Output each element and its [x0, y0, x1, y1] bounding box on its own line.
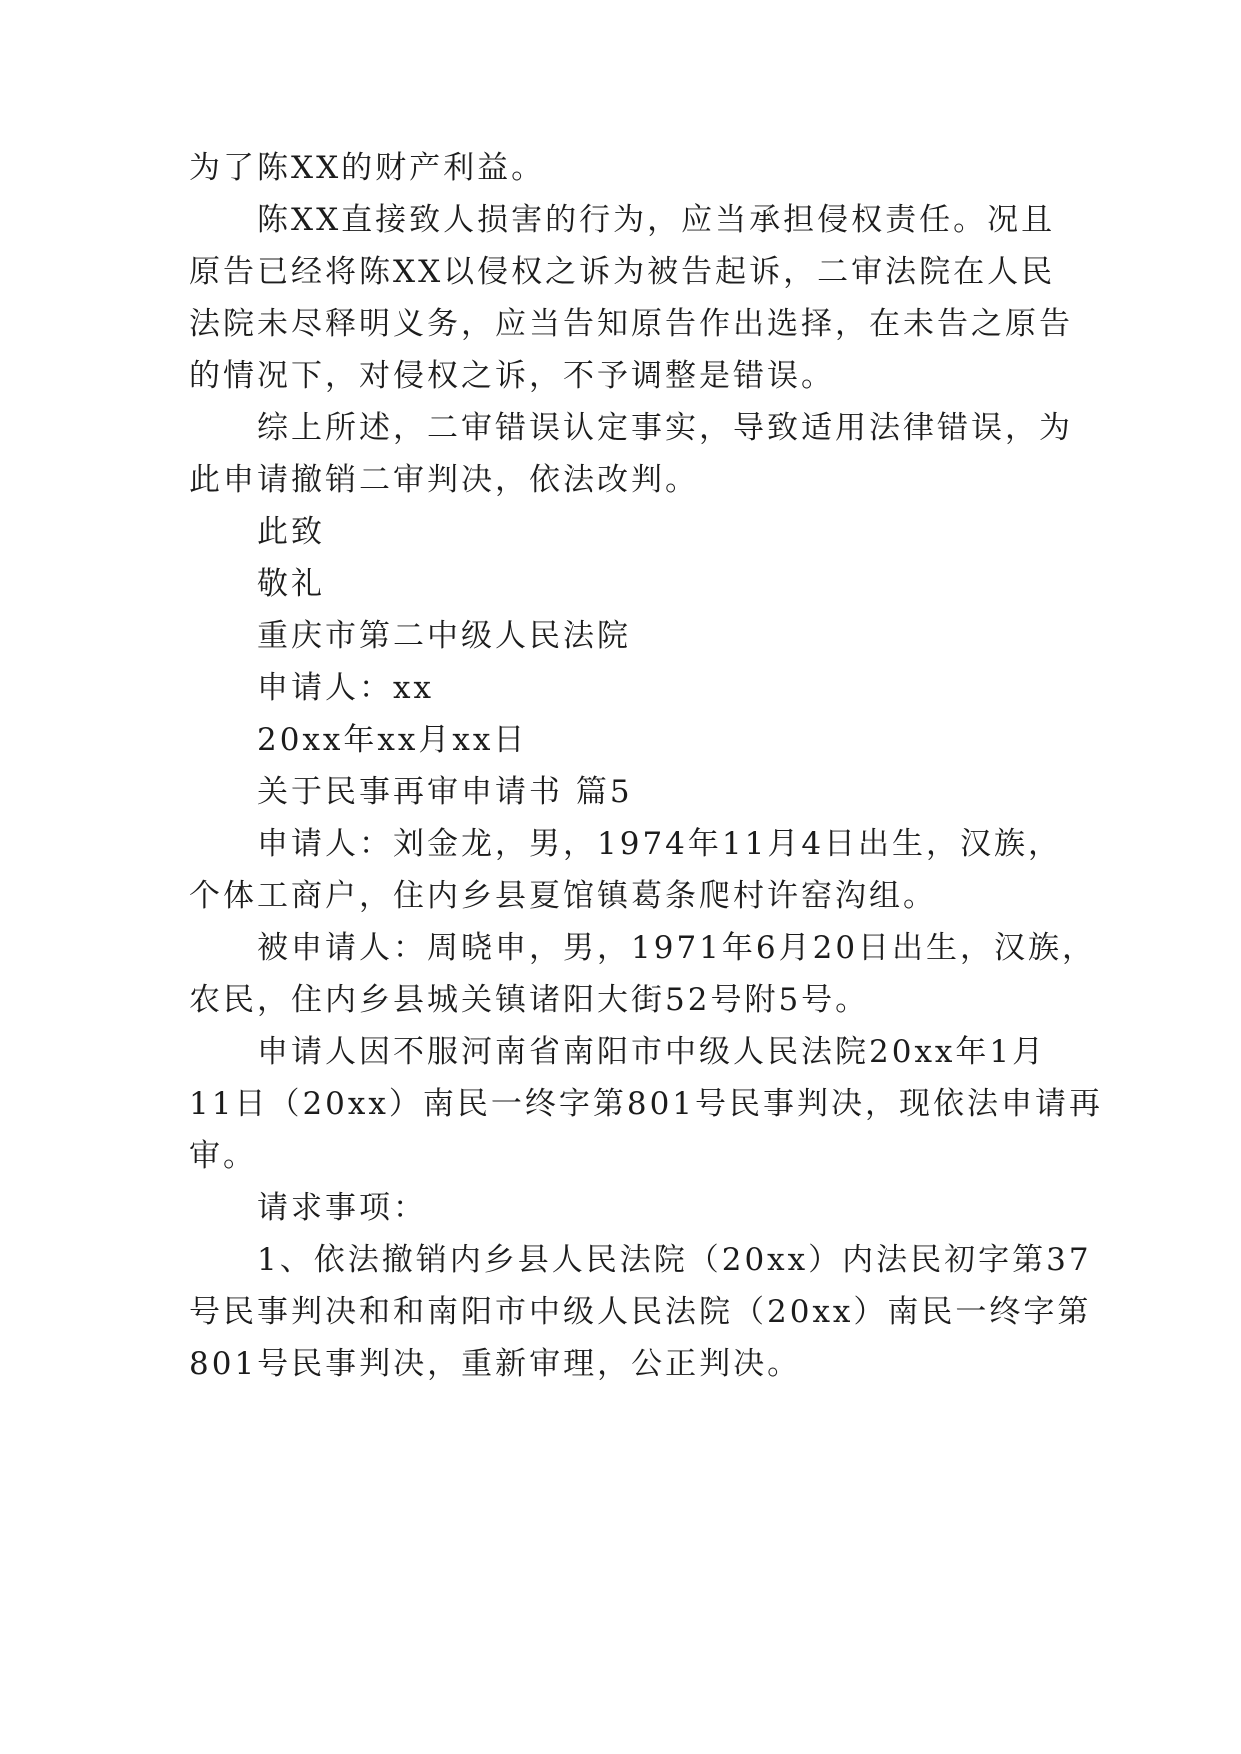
text-line: 801号民事判决，重新审理，公正判决。: [189, 1346, 802, 1382]
text-line: 农民，住内乡县城关镇诸阳大街52号附5号。: [189, 982, 870, 1018]
text-line: 11日（20xx）南民一终字第801号民事判决，现依法申请再: [189, 1086, 1104, 1122]
text-line: 的情况下，对侵权之诉，不予调整是错误。: [189, 358, 835, 394]
text-line: 1、依法撤销内乡县人民法院（20xx）内法民初字第37: [257, 1242, 1092, 1278]
text-line: 个体工商户，住内乡县夏馆镇葛条爬村许窑沟组。: [189, 878, 937, 914]
text-line: 申请人因不服河南省南阳市中级人民法院20xx年1月: [257, 1034, 1047, 1070]
date-line: 20xx年xx月xx日: [257, 722, 528, 758]
text-line: 为了陈XX的财产利益。: [189, 150, 546, 186]
text-line: 此申请撤销二审判决，依法改判。: [189, 462, 699, 498]
applicant-signature: 申请人：xx: [257, 670, 434, 706]
text-line: 被申请人：周晓申，男，1971年6月20日出生，汉族，: [257, 930, 1097, 966]
text-line: 请求事项：: [257, 1190, 427, 1226]
text-line: 原告已经将陈XX以侵权之诉为被告起诉，二审法院在人民: [189, 254, 1056, 290]
text-line: 审。: [189, 1138, 257, 1174]
section-heading: 关于民事再审申请书 篇5: [257, 774, 633, 810]
text-line: 申请人：刘金龙，男，1974年11月4日出生，汉族，: [257, 826, 1063, 862]
closing-line: 敬礼: [257, 566, 325, 602]
text-line: 号民事判决和和南阳市中级人民法院（20xx）南民一终字第: [189, 1294, 1092, 1330]
text-line: 法院未尽释明义务，应当告知原告作出选择，在未告之原告: [189, 306, 1073, 342]
court-name: 重庆市第二中级人民法院: [257, 618, 631, 654]
text-line: 综上所述，二审错误认定事实，导致适用法律错误，为: [257, 410, 1073, 446]
closing-line: 此致: [257, 514, 325, 550]
text-line: 陈XX直接致人损害的行为，应当承担侵权责任。况且: [257, 202, 1056, 238]
